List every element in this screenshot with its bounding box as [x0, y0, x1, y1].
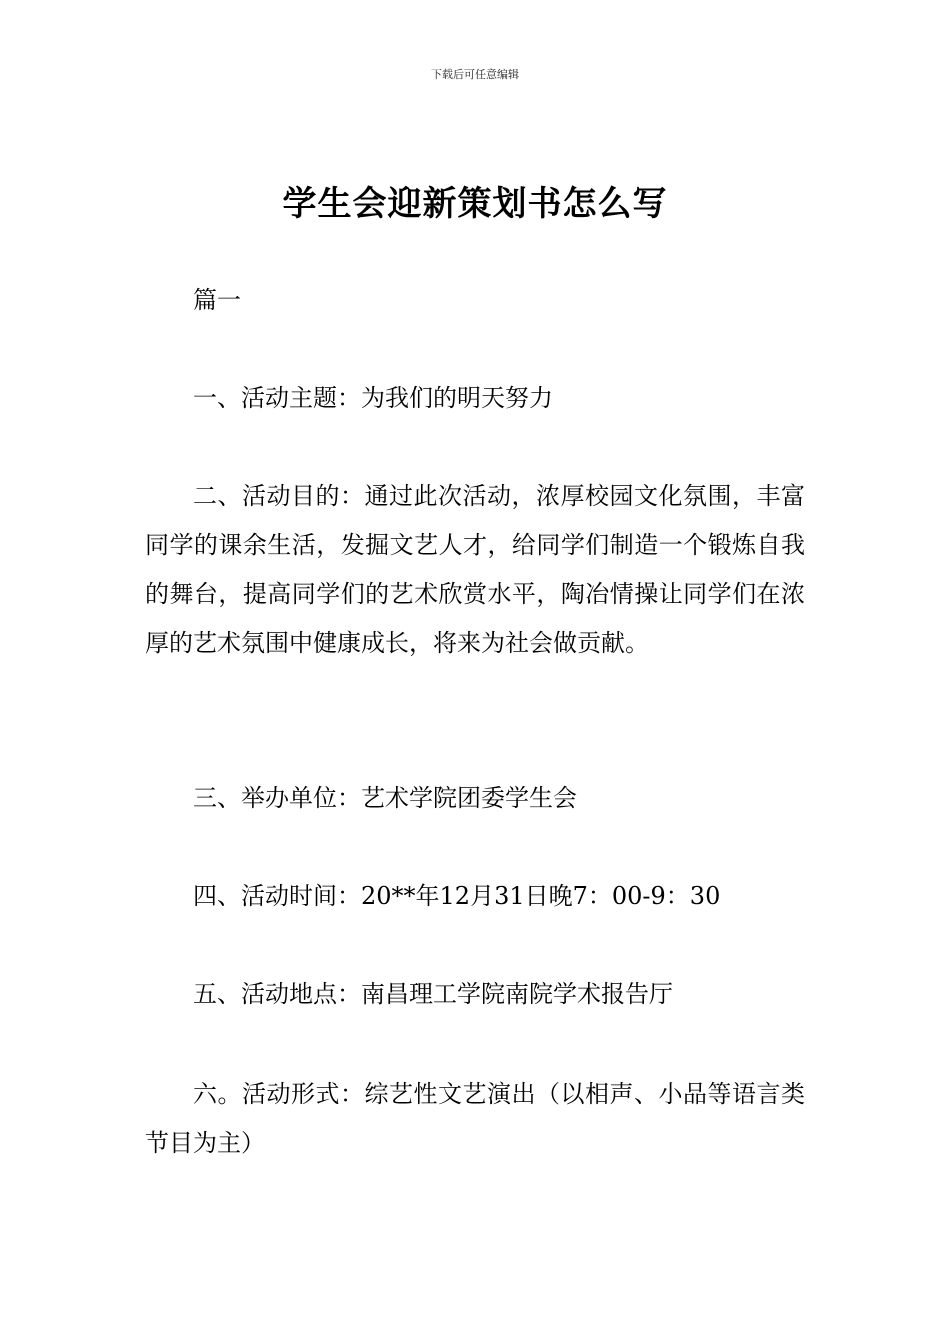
paragraph: 四、活动时间：20**年12月31日晚7：00-9：30: [193, 882, 721, 910]
activity-format: [145, 1070, 805, 1168]
organizer: [145, 774, 805, 823]
activity-time: [145, 872, 805, 921]
activity-purpose: [145, 472, 805, 668]
activity-theme: [145, 374, 805, 423]
document-title: 学生会迎新策划书怎么写: [282, 184, 668, 224]
paragraph: 二、活动目的：通过此次活动，浓厚校园文化氛围，丰富同学的课余生活，发掘文艺人才，给同学们制造一个锻炼自我的舞台，提高同学们的艺术欣赏水平，陶冶情操让同学们在浓厚的艺术氛围中健康成长，将来为社会做贡献。: [145, 482, 805, 657]
paragraph: 五、活动地点：南昌理工学院南院学术报告厅: [193, 980, 673, 1008]
paragraph: 六。活动形式：综艺性文艺演出（以相声、小品等语言类节目为主）: [145, 1080, 805, 1157]
paragraph: 三、举办单位：艺术学院团委学生会: [193, 784, 577, 812]
paragraph: 篇一: [193, 286, 241, 314]
section-label: [145, 276, 805, 325]
paragraph: 一、活动主题：为我们的明天努力: [193, 384, 553, 412]
activity-location: [145, 970, 805, 1019]
page-header-note: 下载后可任意编辑: [431, 68, 519, 81]
